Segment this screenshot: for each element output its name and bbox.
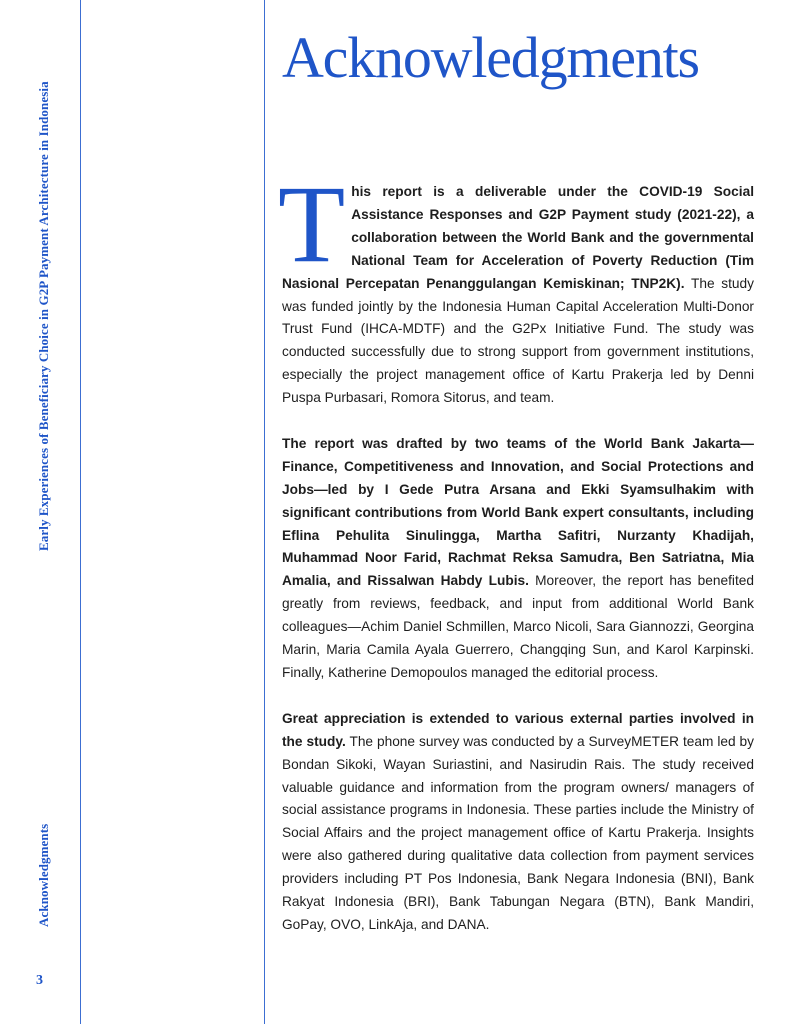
- paragraph-2: [282, 433, 754, 685]
- paragraph-3-regular: The phone survey was conducted by a SurveyMETER team led by Bondan Sikoki, Wayan Suriastini, and Nasirudin Rais. The study received valuable guidance and information from the program owners/ managers of social assistance programs in Indonesia. These parties include the Ministry of Social Affairs and the project management office of Kartu Prakerja. Insights were also gathered during qualitative data collection from payment services providers including PT Pos Indonesia, Bank Negara Indonesia (BNI), Bank Rakyat Indonesia (BRI), Bank Tabungan Negara (BTN), Bank Mandiri, GoPay, OVO, LinkAja, and DANA.: [282, 733, 755, 932]
- drop-cap: T: [278, 163, 346, 285]
- sidebar-rule-right: [264, 0, 265, 1024]
- paragraph-2-regular: Moreover, the report has benefited greatly from reviews, feedback, and input from additional World Bank colleagues—Achim Daniel Schmillen, Marco Nicoli, Sara Giannozzi, Georgina Marin, Maria Camila Ayala Guerrero, Changqing Sun, and Karol Karpinski. Finally, Katherine Demopoulos managed the editorial process.: [282, 573, 755, 681]
- page-title: Acknowledgments: [282, 25, 699, 90]
- paragraph-2-bold: The report was drafted by two teams of the World Bank Jakarta—Finance, Competitiveness and Innovation, and Social Protections and Jobs—led by I Gede Putra Arsana and Ekki Syamsulhakim with significant contributions from World Bank expert consultants, including Eflina Pehulita Sinulingga, Martha Safitri, Nurzanty Khadijah, Muhammad Noor Farid, Rachmat Reksa Samudra, Ben Satriatna, Mia Amalia, and Rissalwan Habdy Lubis.: [282, 435, 754, 589]
- section-label: Acknowledgments: [36, 823, 51, 927]
- paragraph-1-bold: his report is a deliverable under the COVID-19 Social Assistance Responses and G2P Payment study (2021-22), a collaboration between the World Bank and the governmental National Team for Acceleration of Poverty Reduction (Tim Nasional Percepatan Penanggulangan Kemiskinan; TNP2K).: [282, 184, 754, 291]
- page-number: 3: [36, 973, 43, 988]
- body-text: [278, 163, 755, 960]
- paragraph-3: [282, 708, 754, 937]
- paragraph-1: [278, 163, 754, 410]
- sidebar-rule-left: [80, 0, 81, 1024]
- paragraph-3-bold: Great appreciation is extended to various external parties involved in the study.: [282, 710, 754, 749]
- running-title: Early Experiences of Beneficiary Choice in G2P Payment Architecture in Indonesia: [36, 81, 51, 551]
- paragraph-1-regular: The study was funded jointly by the Indonesia Human Capital Acceleration Multi-Donor Trust Fund (IHCA-MDTF) and the G2Px Initiative Fund. The study was conducted successfully due to strong support from government institutions, especially the project management office of Kartu Prakerja led by Denni Puspa Purbasari, Romora Sitorus, and team.: [282, 275, 754, 406]
